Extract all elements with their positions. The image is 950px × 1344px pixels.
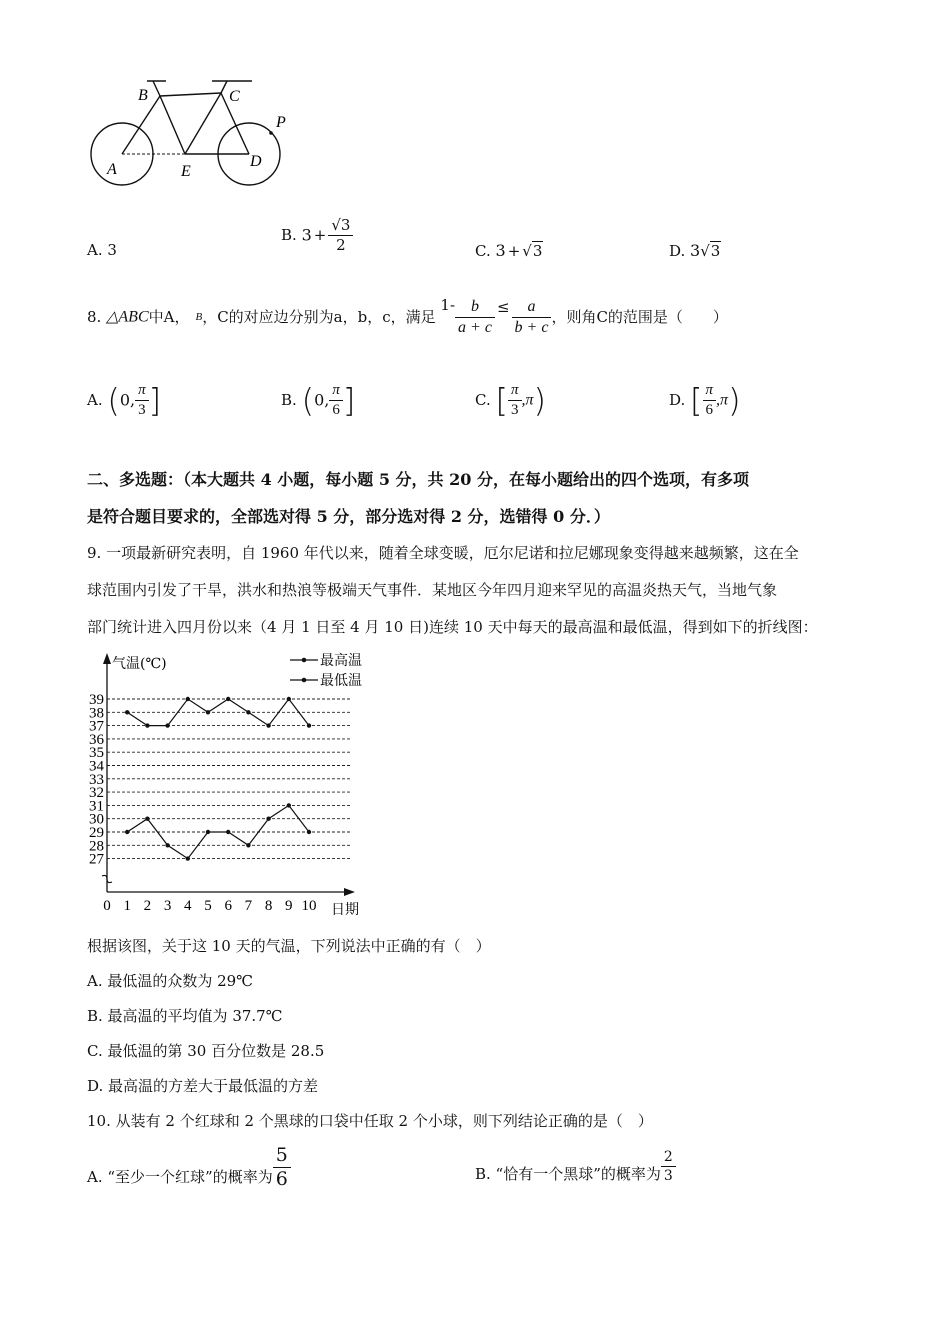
x-tick-0: 0 (103, 898, 111, 914)
q9-option-d[interactable]: D. 最高温的方差大于最低温的方差 (87, 1077, 319, 1095)
point-high-day8 (266, 723, 270, 727)
q8-cond-den2: b + c (512, 317, 552, 336)
segment-EC (185, 93, 221, 154)
q10-option-b-num: 2 (663, 1149, 673, 1165)
q8-text2: ，C的对应边分别为a，b，c，满足 (202, 308, 436, 326)
x-axis-arrow (344, 888, 355, 896)
segment-BC (160, 93, 221, 96)
y-tick-27: 27 (89, 851, 104, 868)
q7-option-d[interactable]: D. 3√3 (669, 241, 721, 260)
label-E: E (181, 163, 191, 180)
q10-stem: 10. 从装有 2 个红球和 2 个黑球的口袋中任取 2 个小球，则下列结论正确的是（ ） (87, 1112, 653, 1130)
chart-legend (290, 652, 362, 689)
q10-option-a-text: A. “至少一个红球”的概率为 (87, 1168, 273, 1186)
point-P (269, 131, 273, 135)
q8-option-b-label: B. (281, 391, 297, 409)
point-high-day10 (307, 723, 311, 727)
point-high-day7 (246, 710, 250, 714)
section2-heading-line1: 二、多选题：（本大题共 4 小题，每小题 5 分，共 20 分，在每小题给出的四个选项，有多项 (87, 470, 749, 489)
q8-option-c-label: C. (475, 391, 491, 409)
point-low-day6 (226, 830, 230, 834)
segment-AB (122, 96, 160, 154)
y-tick-37: 37 (89, 718, 104, 735)
q8-cond-num2: a (527, 298, 536, 315)
q10-option-b[interactable] (475, 1150, 676, 1183)
q8-option-a-fraction (135, 383, 149, 418)
q8-text3: ，则角C的范围是（ ） (551, 308, 728, 326)
q7-option-b-label: B. (281, 226, 297, 244)
y-tick-labels (89, 692, 105, 868)
q9-option-a[interactable]: A. 最低温的众数为 29℃ (87, 972, 254, 990)
stem-B (153, 81, 160, 96)
x-tick-9: 9 (285, 898, 293, 914)
legend-low-label: 最低温 (320, 673, 362, 689)
q7-option-a[interactable] (87, 243, 117, 258)
point-high-day6 (226, 697, 230, 701)
point-high-day4 (186, 697, 190, 701)
legend-high-marker (302, 658, 307, 663)
q8-number: 8. (87, 308, 102, 326)
q8-option-d-pi: ,π (716, 391, 729, 409)
q7-option-d-label: D. (669, 242, 686, 260)
y-tick-35: 35 (89, 745, 104, 762)
x-tick-4: 4 (184, 898, 192, 914)
y-axis-label: 气温(℃) (112, 656, 167, 672)
point-low-day7 (246, 843, 250, 847)
point-high-day3 (165, 723, 169, 727)
x-tick-6: 6 (224, 898, 232, 914)
q8-cond-leq: ≤ (496, 298, 510, 316)
q10-option-b-fraction (661, 1150, 676, 1183)
label-C: C (229, 88, 240, 105)
x-axis-label: 日期 (331, 902, 359, 918)
q7-option-c-label: C. (475, 242, 491, 260)
q7-option-a-label: A. (87, 241, 103, 259)
q9-line2: 球范围内引发了干旱，洪水和热浪等极端天气事件．某地区今年四月迎来罕见的高温炎热天气，当地气象 (87, 581, 778, 599)
point-low-day4 (186, 856, 190, 860)
q8-option-b-zero: 0, (314, 390, 330, 410)
q7-option-b[interactable] (281, 218, 353, 253)
q8-option-d-den: 6 (703, 400, 717, 418)
q7-option-b-plus: + (313, 226, 327, 244)
q8-cond-den1: a + c (455, 317, 495, 336)
point-low-day9 (287, 803, 291, 807)
q7-option-a-value: 3 (107, 241, 117, 259)
point-low-day5 (206, 830, 210, 834)
y-tick-36: 36 (89, 731, 104, 748)
q8-option-b-close: ] (342, 381, 356, 420)
q8-option-a-zero: 0, (119, 390, 136, 410)
x-tick-labels (103, 898, 316, 914)
point-low-day1 (125, 830, 129, 834)
y-tick-33: 33 (89, 771, 104, 788)
x-tick-8: 8 (264, 898, 273, 914)
q8-option-b-den: 6 (329, 400, 343, 418)
x-tick-1: 1 (123, 898, 131, 914)
q7-option-b-fraction (328, 218, 353, 253)
legend-low-marker (302, 678, 307, 683)
bicycle-figure (80, 70, 300, 190)
y-tick-31: 31 (89, 798, 104, 815)
q7-option-c[interactable]: C. 3 + √3 (475, 241, 543, 260)
point-low-day2 (145, 817, 149, 821)
axis-break-mark (102, 875, 112, 882)
y-tick-29: 29 (89, 825, 104, 841)
point-low-day3 (165, 843, 169, 847)
point-high-day1 (125, 710, 129, 714)
q9-option-b[interactable]: B. 最高温的平均值为 37.7℃ (87, 1007, 283, 1025)
x-tick-7: 7 (244, 898, 253, 914)
q8-option-b-fraction (329, 383, 343, 418)
q7-option-c-plus: + (507, 242, 521, 260)
q8-option-d-close: ) (728, 381, 741, 420)
q9-question: 根据该图，关于这 10 天的气温，下列说法中正确的有（ ） (87, 937, 491, 955)
q8-cond-frac1 (455, 299, 495, 336)
q8-option-a-close: ] (148, 381, 162, 420)
q8-option-d-label: D. (669, 391, 686, 409)
q8-stem (87, 296, 728, 336)
q8-option-c-pi: ,π (521, 391, 534, 409)
y-axis-arrow (103, 653, 111, 664)
q8-option-a-label: A. (87, 391, 103, 409)
q8-option-d[interactable] (669, 383, 741, 418)
y-tick-39: 39 (89, 692, 104, 708)
q8-option-c-open: [ (495, 381, 508, 420)
q10-option-a-fraction (273, 1146, 291, 1189)
q8-option-d-num: π (705, 382, 714, 398)
q8-option-d-fraction (703, 383, 717, 418)
q10-option-b-den: 3 (661, 1166, 676, 1183)
temperature-line-chart (80, 648, 380, 920)
x-tick-10: 10 (301, 898, 317, 914)
point-high-day2 (145, 723, 149, 727)
segment-BE (160, 96, 185, 154)
stem-C (221, 81, 227, 93)
q8-option-c[interactable] (475, 383, 546, 418)
q7-option-b-denominator: 2 (328, 235, 353, 253)
q10-option-a-den: 6 (273, 1167, 291, 1189)
q8-option-b-open: ( (301, 381, 315, 420)
y-tick-28: 28 (89, 838, 104, 855)
section2-heading-line2: 是符合题目要求的，全部选对得 5 分，部分选对得 2 分，选错得 0 分．） (87, 507, 610, 526)
y-tick-32: 32 (89, 785, 104, 802)
x-tick-3: 3 (163, 898, 172, 914)
point-high-day9 (287, 697, 291, 701)
point-low-day10 (307, 830, 311, 834)
q8-option-a-den: 3 (135, 400, 149, 418)
q8-option-c-num: π (510, 382, 519, 398)
q8-option-b[interactable] (281, 383, 355, 418)
y-tick-34: 34 (89, 758, 104, 775)
label-P: P (276, 114, 286, 131)
q8-option-c-fraction (508, 383, 522, 418)
q8-option-c-den: 3 (508, 400, 522, 418)
label-A: A (107, 161, 117, 178)
label-B: B (138, 87, 148, 104)
label-D: D (250, 153, 262, 170)
q8-option-c-close: ) (533, 381, 546, 420)
y-tick-38: 38 (89, 705, 104, 722)
q9-line1: 9. 一项最新研究表明，自 1960 年代以来，随着全球变暖，厄尔尼诺和拉尼娜现象变得越来越频繁，这在全 (87, 544, 799, 562)
q7-option-c-int: 3 (495, 241, 506, 260)
q10-option-a[interactable] (87, 1146, 291, 1189)
x-tick-5: 5 (204, 898, 212, 914)
q8-cond-one: 1- (440, 296, 456, 314)
q10-option-b-text: B. “恰有一个黑球”的概率为 (475, 1165, 661, 1183)
q8-triangle: △ABC (106, 308, 149, 326)
q7-option-b-int: 3 (301, 225, 312, 245)
q9-option-c[interactable]: C. 最低温的第 30 百分位数是 28.5 (87, 1042, 325, 1060)
q8-option-a-num: π (138, 382, 146, 398)
x-tick-2: 2 (143, 898, 152, 914)
q7-option-d-radicand: 3 (710, 242, 721, 260)
q7-option-b-numerator: √3 (331, 216, 351, 234)
q10-option-a-num: 5 (275, 1144, 288, 1166)
q9-line3: 部门统计进入四月份以来（4 月 1 日至 4 月 10 日)连续 10 天中每天的最高温和最低温，得到如下的折线图： (87, 618, 818, 636)
q8-option-d-open: [ (690, 381, 703, 420)
y-tick-30: 30 (89, 811, 104, 828)
q8-text1: 中A， (148, 308, 190, 326)
q8-cond-num1: b (471, 298, 479, 315)
q8-b-letter: B (195, 311, 203, 323)
point-high-day5 (206, 710, 210, 714)
q7-option-c-radicand: 3 (532, 242, 543, 260)
q7-option-d-coef: 3 (690, 241, 701, 260)
q8-cond-frac2 (512, 299, 552, 336)
q8-option-a[interactable] (87, 383, 161, 418)
q8-option-a-open: ( (107, 381, 120, 420)
legend-high-label: 最高温 (320, 653, 362, 669)
q8-option-b-num: π (332, 382, 340, 398)
point-low-day8 (266, 817, 270, 821)
